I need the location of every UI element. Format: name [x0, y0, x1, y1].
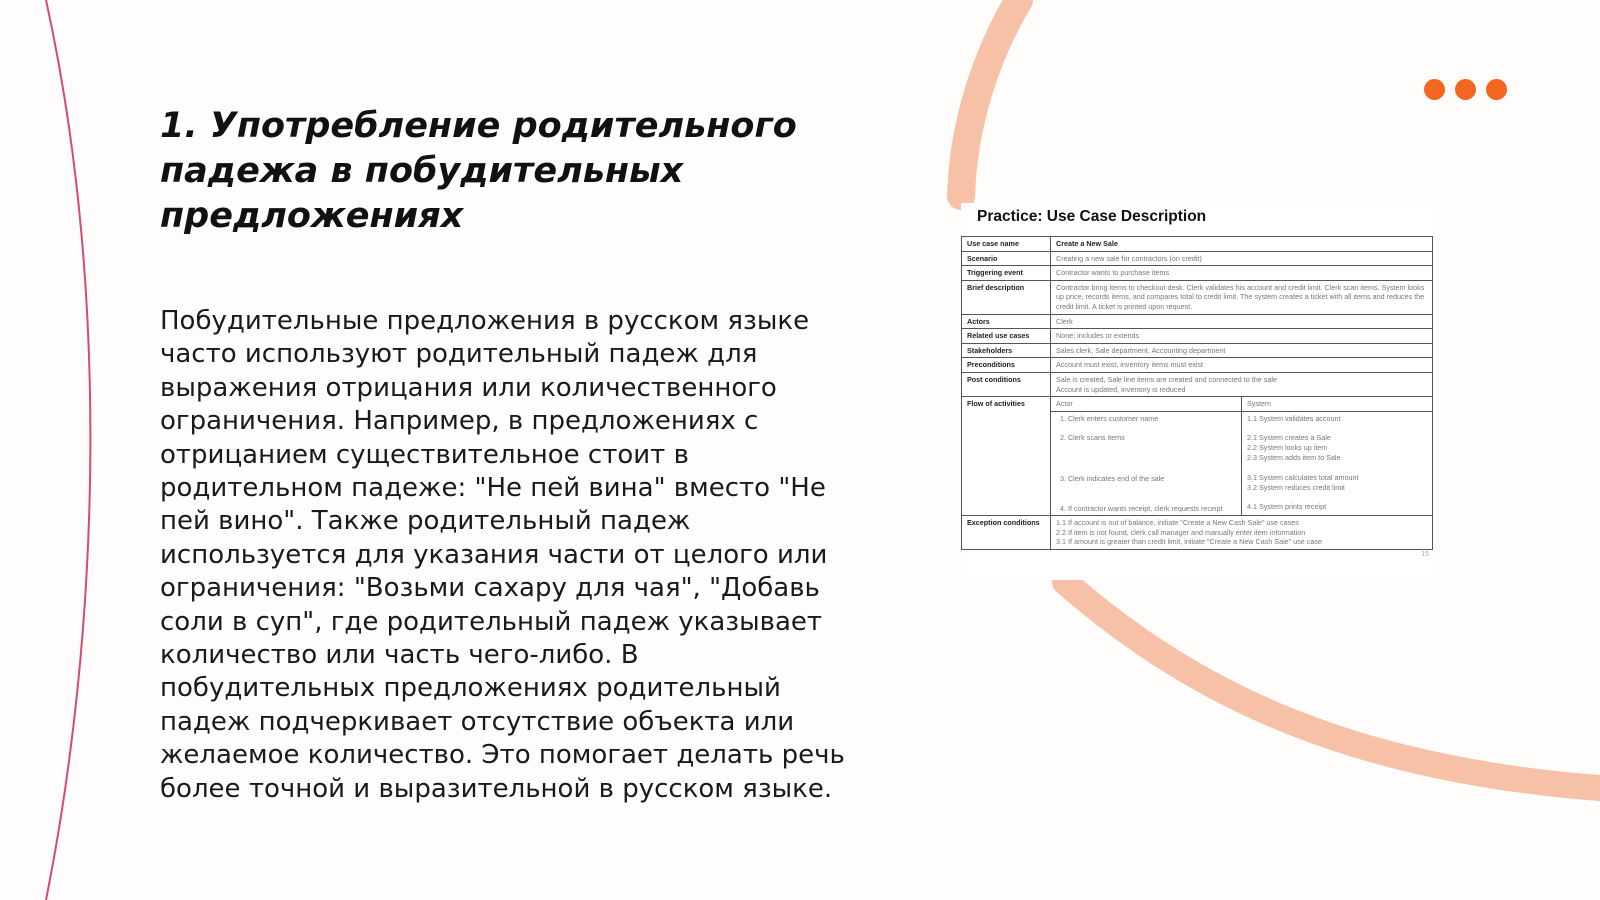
table-row — [962, 251, 1433, 266]
dot-icon — [1424, 79, 1445, 100]
system-step: 3.1 System calculates total amount — [1247, 473, 1359, 483]
row-label: Triggering event — [962, 266, 1051, 281]
system-steps — [1242, 411, 1433, 515]
system-header: System — [1242, 397, 1433, 412]
slide-title: 1. Употребление родительного падежа в побудительных предложениях — [160, 106, 797, 236]
actor-steps — [1051, 411, 1242, 515]
row-value: Contractor bring items to checkout desk. Clerk validates his account and credit limit. Clerk scan items. System looks up price, records items, and compares total to credit limit. The system creates a ticket with all items and reduces the credit limit. A ticket is printed upon request. — [1051, 280, 1433, 314]
row-value — [1051, 516, 1433, 550]
slide-body-text: Побудительные предложения в русском языке часто используют родительный падеж для выражения отрицания или количественного ограничения. Например, в предложениях с отрицанием существительное стоит в родительном падеже: "Не пей вина" вместо "Не пей вино". Также родительный падеж используется для указания части от целого или ограничения: "Возьми сахару для чая", "Добавь соли в суп", где родительный падеж указывает количество или часть чего-либо. В побудительных предложениях родительный падеж подчеркивает отсутствие объекта или желаемое количество. Это помогает делать речь более точной и выразительной в русском языке. — [160, 306, 845, 804]
table-row — [962, 329, 1433, 344]
table-row — [962, 343, 1433, 358]
row-label: Stakeholders — [962, 343, 1051, 358]
row-value: Contractor wants to purchase items — [1051, 266, 1433, 281]
left-curve-line — [46, 0, 90, 900]
row-value-line: Account is updated, inventory is reduced — [1056, 384, 1186, 394]
row-value — [1051, 372, 1433, 396]
table-row — [962, 266, 1433, 281]
row-value: Create a New Sale — [1051, 237, 1433, 252]
actor-step: 2. Clerk scans items — [1060, 433, 1125, 443]
system-step: 3.2 System reduces credit limit — [1247, 482, 1345, 492]
top-arc — [961, 0, 1019, 196]
more-dots — [1424, 79, 1512, 101]
use-case-table — [961, 236, 1433, 550]
actor-step: 4. If contractor wants receipt, clerk requests receipt — [1060, 503, 1223, 513]
bottom-arc — [1065, 582, 1600, 788]
page-index: 15 — [1421, 551, 1429, 558]
system-step: 2.3 System adds item to Sale — [1247, 452, 1341, 462]
row-label: Brief description — [962, 280, 1051, 314]
dot-icon — [1486, 79, 1507, 100]
exception-line: 3.1 If amount is greater than credit limit, initiate "Create a New Cash Sale" use case — [1056, 537, 1322, 547]
row-value: Clerk — [1051, 314, 1433, 329]
system-step: 2.2 System looks up item — [1247, 442, 1328, 452]
table-row — [962, 280, 1433, 314]
row-label: Related use cases — [962, 329, 1051, 344]
table-row — [962, 358, 1433, 373]
row-label: Scenario — [962, 251, 1051, 266]
table-row — [962, 372, 1433, 396]
row-label: Actors — [962, 314, 1051, 329]
system-step: 4.1 System prints receipt — [1247, 502, 1327, 512]
actor-step: 1. Clerk enters customer name — [1060, 413, 1159, 423]
row-value: Account must exist, inventory items must exist — [1051, 358, 1433, 373]
exception-line: 2.2 If item is not found, clerk call manager and manually enter item information — [1056, 527, 1306, 537]
practice-title: Practice: Use Case Description — [977, 208, 1207, 225]
exception-line: 1.1 If account is out of balance, initiate "Create a New Cash Sale" use cases — [1056, 518, 1299, 528]
table-row — [962, 314, 1433, 329]
row-value-line: Sale is created, Sale line items are created and connected to the sale — [1056, 374, 1277, 384]
row-label: Exception conditions — [962, 516, 1051, 550]
actor-header: Actor — [1051, 397, 1242, 412]
table-row — [962, 397, 1433, 412]
row-label: Flow of activities — [962, 397, 1051, 516]
row-label: Preconditions — [962, 358, 1051, 373]
row-label: Post conditions — [962, 372, 1051, 396]
row-value: Creating a new sale for contractors (on credit) — [1051, 251, 1433, 266]
row-value: None; includes or extends — [1051, 329, 1433, 344]
actor-step: 3. Clerk indicates end of the sale — [1060, 473, 1165, 483]
system-step: 1.1 System validates account — [1247, 413, 1341, 423]
system-step: 2.1 System creates a Sale — [1247, 433, 1331, 443]
row-value: Sales clerk, Sale department, Accounting department — [1051, 343, 1433, 358]
row-label: Use case name — [962, 237, 1051, 252]
dot-icon — [1455, 79, 1476, 100]
table-row — [962, 516, 1433, 550]
practice-image — [961, 203, 1435, 580]
table-row — [962, 237, 1433, 252]
